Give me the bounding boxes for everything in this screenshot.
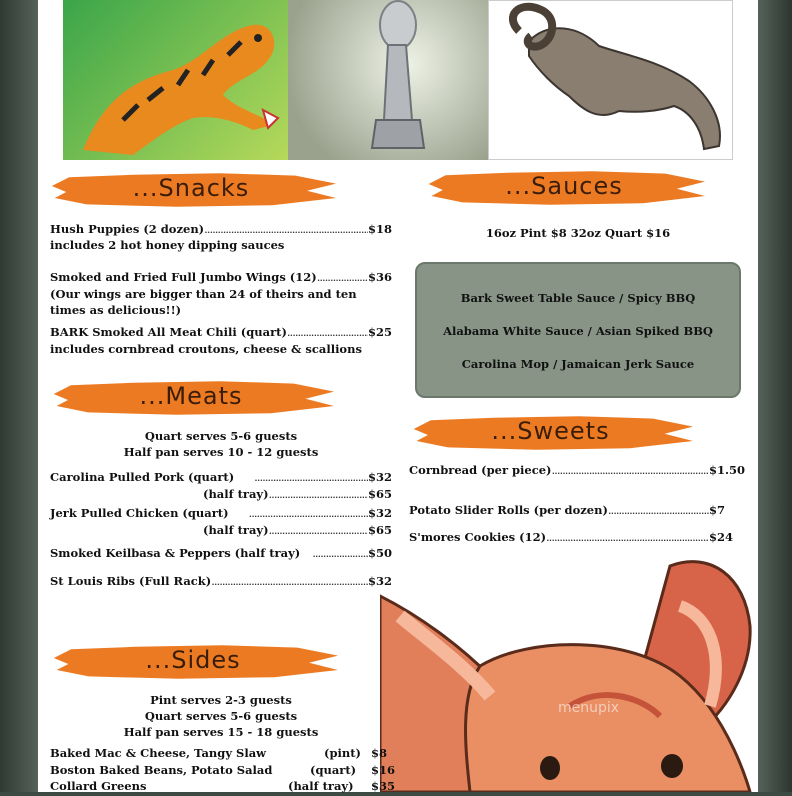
snack-item: Hush Puppies (2 dozen) ..... $18 [50,222,392,236]
meat-subitem: (half tray) ..... $65 [203,487,392,501]
pig-icon [380,556,758,792]
side-price: $35 [371,779,396,793]
frame-right [758,0,792,792]
side-size: (quart) [310,763,357,777]
side-item: Boston Baked Beans, Potato Salad [50,763,273,777]
sweet-item: Cornbread (per piece) ..... $1.50 [409,463,745,477]
sauce-item: Alabama White Sauce / Asian Spiked BBQ [443,324,713,338]
snack-item: Smoked and Fried Full Jumbo Wings (12) ..... $36 [50,270,392,284]
sides-serving: Half pan serves 15 - 18 guests [123,725,319,739]
meat-item: Carolina Pulled Pork (quart) ..... $32 [50,470,392,484]
meats-heading: ...Meats [48,378,334,418]
sauce-sizes: 16oz Pint $8 32oz Quart $16 [485,226,671,240]
trophy-icon [288,0,488,160]
snack-note: includes 2 hot honey dipping sauces [50,238,285,252]
sides-heading: ...Sides [48,642,338,682]
sweet-item: S'mores Cookies (12) ..... $24 [409,530,733,544]
sweets-heading: ...Sweets [408,413,693,453]
sides-serving: Quart serves 5-6 guests [144,709,298,723]
sweet-item: Potato Slider Rolls (per dozen) ..... $7 [409,503,725,517]
side-size: (half tray) [288,779,354,793]
side-item: Baked Mac & Cheese, Tangy Slaw [50,746,267,760]
snacks-heading: ...Snacks [46,170,336,210]
sauce-list-box [415,262,741,398]
sides-serving: Pint serves 2-3 guests [150,693,292,707]
side-item: Collard Greens [50,779,147,793]
meat-subitem: (half tray) ..... $65 [203,523,392,537]
tiger-icon [63,0,288,160]
frame-left [0,0,38,792]
sauce-item: Carolina Mop / Jamaican Jerk Sauce [461,357,695,371]
watermark: menupix [558,700,620,716]
meat-item: Smoked Keilbasa & Peppers (half tray) ..... $50 [50,546,392,560]
menu-page [38,0,758,792]
meat-item: St Louis Ribs (Full Rack) ..... $32 [50,574,392,588]
meats-serving: Half pan serves 10 - 12 guests [123,445,319,459]
snack-note: times as delicious!!) [50,303,182,317]
meat-item: Jerk Pulled Chicken (quart) ..... $32 [50,506,392,520]
ram-icon [488,0,733,160]
side-price: $8 [371,746,388,760]
sauces-heading: ...Sauces [423,168,705,208]
snack-note: includes cornbread croutons, cheese & scallions [50,342,362,356]
sauce-item: Bark Sweet Table Sauce / Spicy BBQ [460,291,696,305]
snack-item: BARK Smoked All Meat Chili (quart) ..... $25 [50,325,392,339]
side-price: $16 [371,763,396,777]
snack-note: (Our wings are bigger than 24 of theirs and ten [50,287,357,301]
meats-serving: Quart serves 5-6 guests [144,429,298,443]
side-size: (pint) [324,746,361,760]
